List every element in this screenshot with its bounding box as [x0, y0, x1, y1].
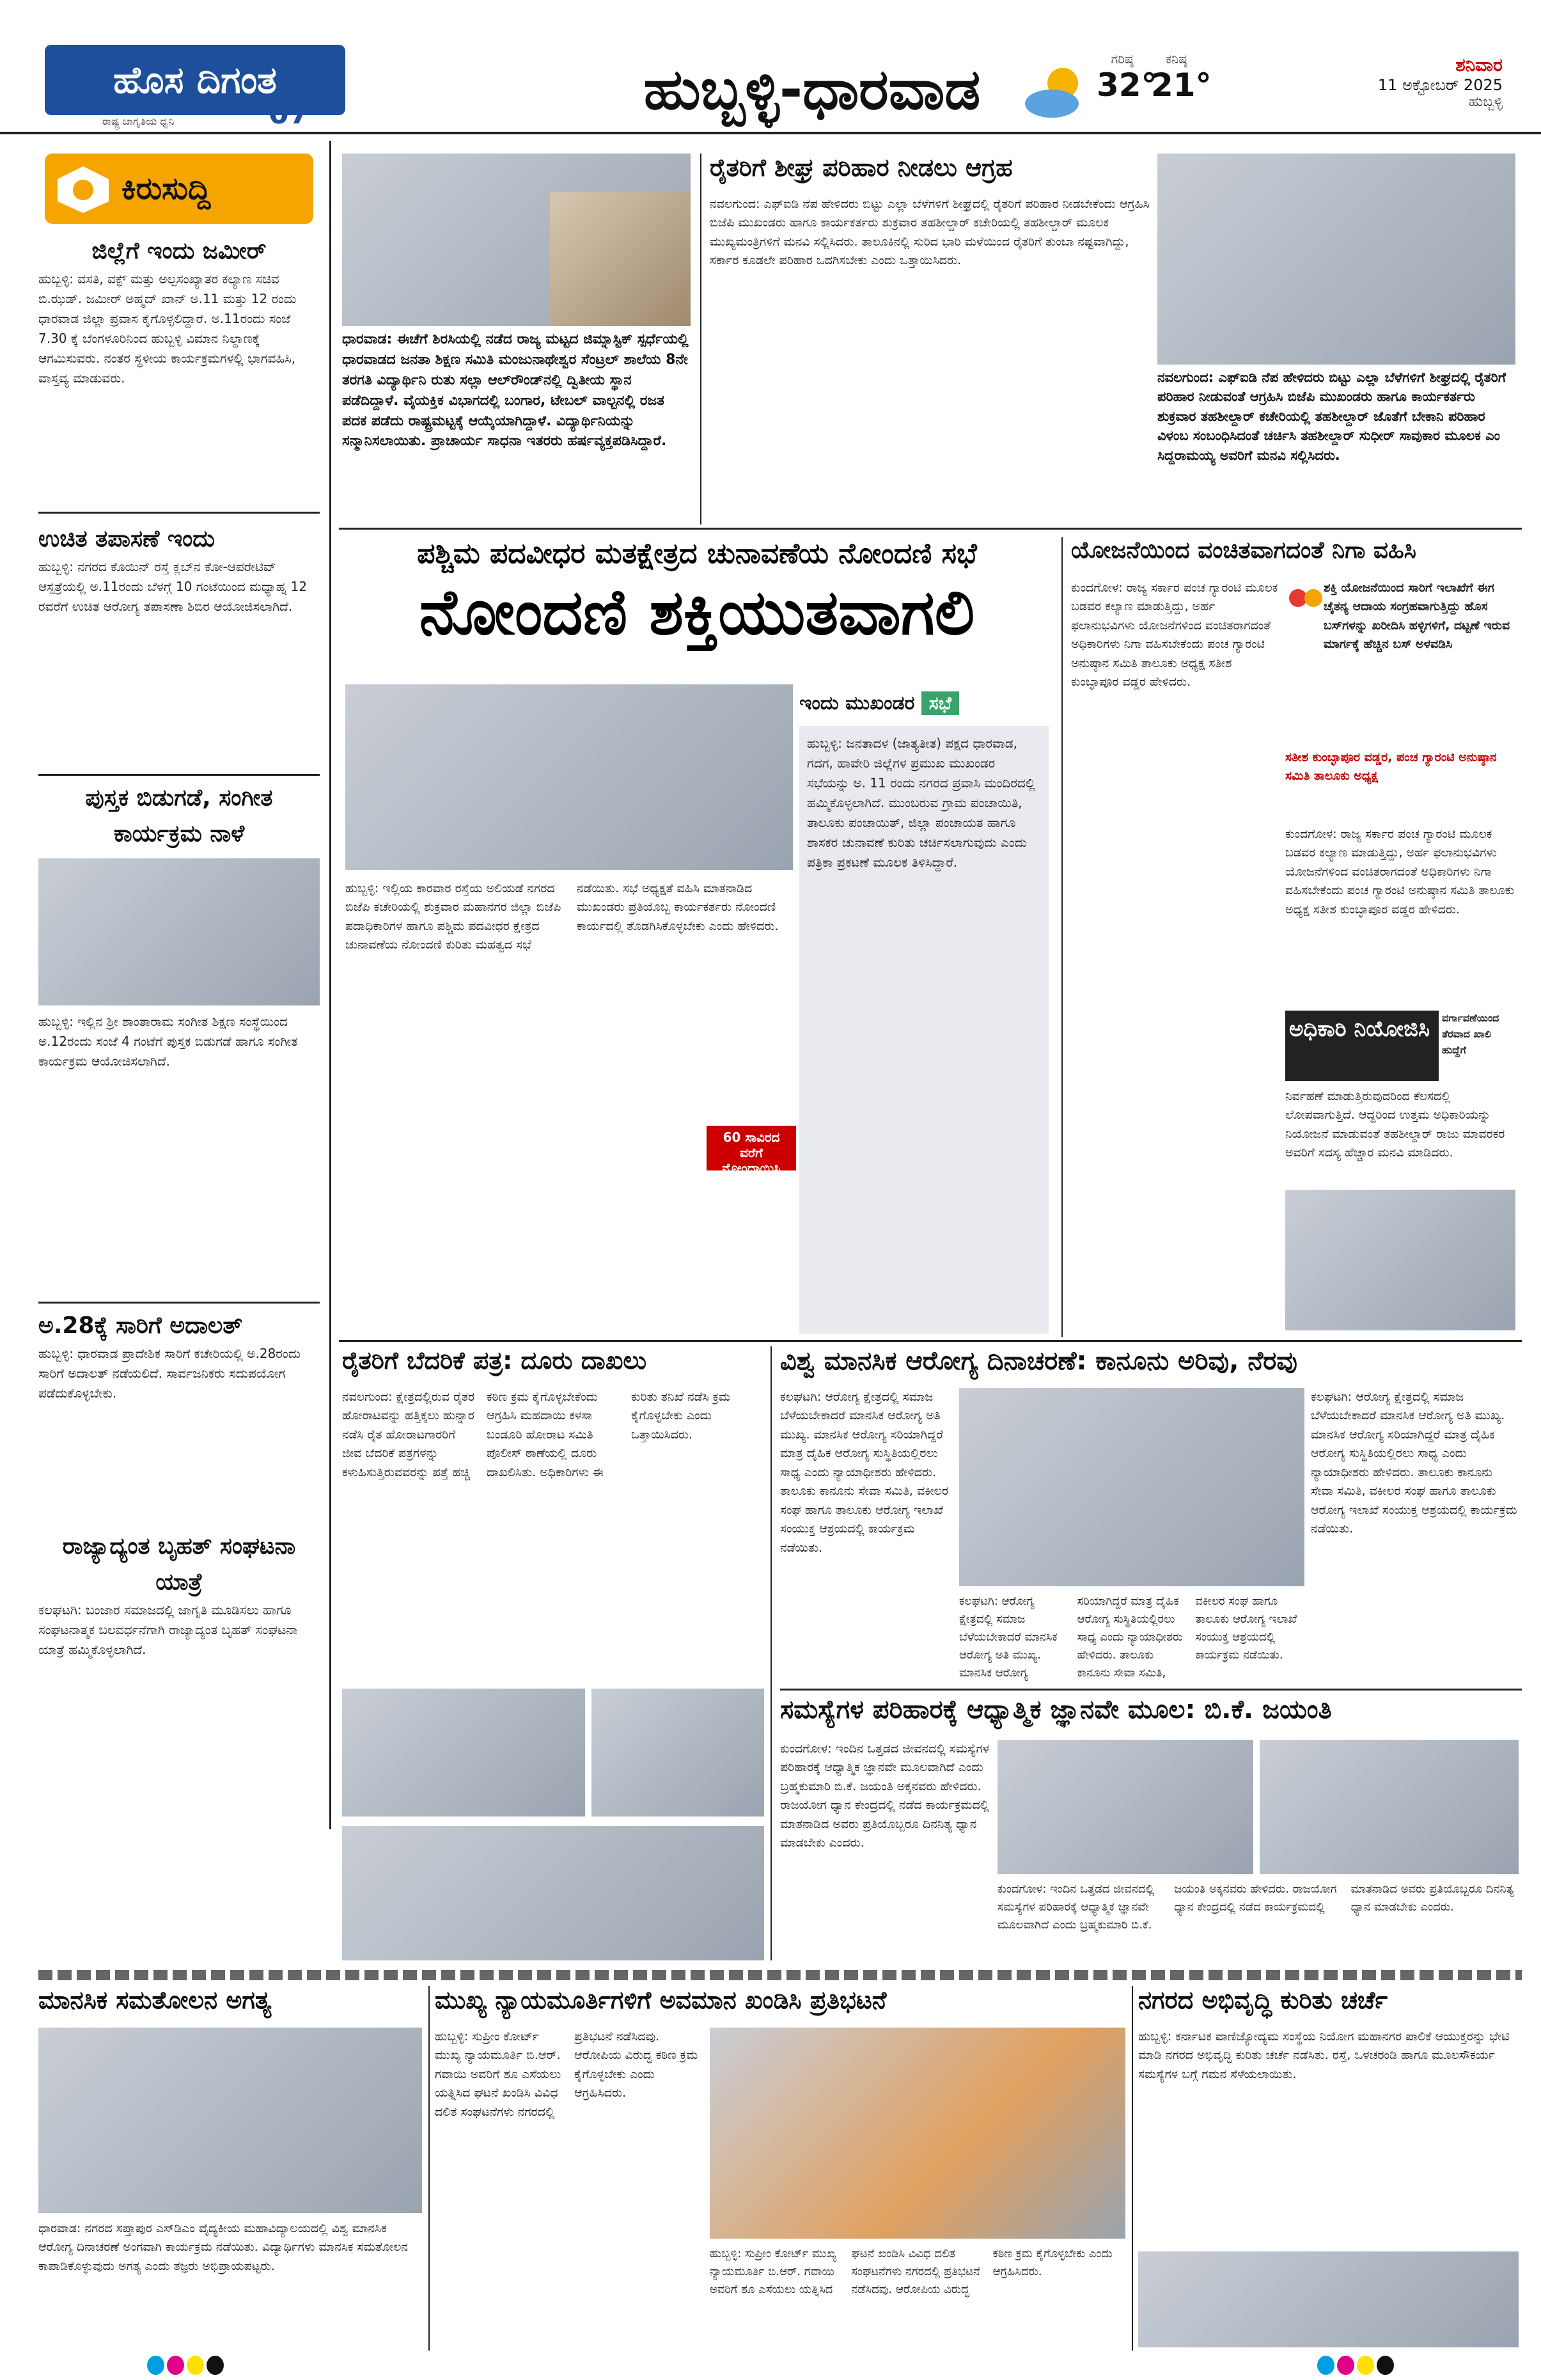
leaders-meeting-body: ಹುಬ್ಬಳ್ಳಿ: ಜನತಾದಳ (ಜಾತ್ಯತೀತ) ಪಕ್ಷದ ಧಾರವಾಡ, ಗದಗ, ಹಾವೇರಿ ಜಿಲ್ಲೆಗಳ ಪ್ರಮುಖ ಮುಖಂಡರ ಸಭೆಯನ್ನು ಅ. 11 ರಂದು ನಗರದ ಪ್ರವಾಸಿ ಮಂದಿರದಲ್ಲಿ ಹಮ್ಮಿಕೊಳ್ಳಲಾಗಿದೆ. ಮುಂಬರುವ ಗ್ರಾಮ ಪಂಚಾಯಿತಿ, ತಾಲೂಕು ಪಂಚಾಯಿತ್, ಜಿಲ್ಲಾ ಪಂಚಾಯತ ಹಾಗೂ ಶಾಸಕರ ಚುನಾವಣೆ ಕುರಿತು ಚರ್ಚಿಸಲಾಗುವುದು ಎಂದು ಪತ್ರಿಕಾ ಪ್ರಕಟಣೆ ಮೂಲಕ ತಿಳಿಸಿದ್ದಾರೆ. [799, 726, 1049, 1334]
official-box-tag: ವರ್ಗಾವಣೆಯಿಂದ ತೆರವಾದ ಖಾಲಿ ಹುದ್ದೆಗೆ [1442, 1012, 1499, 1056]
logo-tagline: ರಾಷ್ಟ್ರ ಜಾಗೃತಿಯ ಧ್ವನಿ [102, 115, 175, 127]
farmers-group-photo [342, 1826, 764, 1960]
farmers-story-body: ನವಲಗುಂದ: ಎಫ್‌ಐಡಿ ನೆಪ ಹೇಳಿದರು ಬಿಟ್ಟು ಎಲ್ಲಾ ಬೆಳೆಗಳಿಗೆ ಶೀಘ್ರದಲ್ಲಿ ರೈತರಿಗೆ ಪರಿಹಾರ ನೀಡಬೇಕೆಂದು ಆಗ್ರಹಿಸಿ ಬಿಜೆಪಿ ಮುಖಂಡರು ಹಾಗೂ ಕಾರ್ಯಕರ್ತರು ಶುಕ್ರವಾರ ತಹಶೀಲ್ದಾರ್ ಕಚೇರಿಯಲ್ಲಿ ತಹಶೀಲ್ದಾರ್ ಮೂಲಕ ಮುಖ್ಯಮಂತ್ರಿಗಳಿಗೆ ಮನವಿ ಸಲ್ಲಿಸಿದರು. ತಾಲೂಕಿನಲ್ಲಿ ಸುರಿದ ಭಾರಿ ಮಳೆಯಿಂದ ರೈತರಿಗೆ ತುಂಬಾ ನಷ್ಟವಾಗಿದ್ದು, ಸರ್ಕಾರ ಕೂಡಲೇ ಪರಿಹಾರ ಒದಗಿಸಬೇಕು ಎಂದು ಒತ್ತಾಯಿಸಿದರು. [710, 197, 1150, 268]
column-rule [770, 1346, 772, 1960]
official-box-body: ನಿರ್ವಹಣೆ ಮಾಡುತ್ತಿರುವುದರಿಂದ ಕೆಲಸದಲ್ಲಿ ಲೋಪವಾಗುತ್ತಿದೆ. ಆದ್ದರಿಂದ ಉತ್ತಮ ಅಧಿಕಾರಿಯನ್ನು ನಿಯೋಜನೆ ಮಾಡುವಂತೆ ತಹಶೀಲ್ದಾರ್ ರಾಜು ಮಾವರಕರ ಅವರಿಗೆ ಸದಸ್ಯ ಹೆಚ್ಚಾರ ಮನವಿ ಮಾಡಿದರು. [1285, 1089, 1505, 1160]
city-development-body: ಹುಬ್ಬಳ್ಳಿ: ಕರ್ನಾಟಕ ವಾಣಿಜ್ಯೋದ್ಯಮ ಸಂಸ್ಥೆಯ ನಿಯೋಗ ಮಹಾನಗರ ಪಾಲಿಕೆ ಆಯುಕ್ತರನ್ನು ಭೇಟಿ ಮಾಡಿ ನಗರದ ಅಭಿವೃದ್ಧಿ ಕುರಿತು ಚರ್ಚೆ ನಡೆಸಿತು. ರಸ್ತೆ, ಒಳಚರಂಡಿ ಹಾಗೂ ಮೂಲಸೌಕರ್ಯ ಸಮಸ್ಯೆಗಳ ಬಗ್ಗೆ ಗಮನ ಸೆಳೆಯಲಾಯಿತು. [1138, 2029, 1510, 2081]
scheme-highlight: ಶಕ್ತಿ ಯೋಜನೆಯಿಂದ ಸಾರಿಗೆ ಇಲಾಖೆಗೆ ಈಗ ಚೈತನ್ಯ ಆದಾಯ ಸಂಗ್ರಹವಾಗುತ್ತಿದ್ದು ಹೊಸ ಬಸ್‌ಗಳನ್ನು ಖರೀದಿಸಿ ಹಳ್ಳಿಗಳಿಗೆ, ದಟ್ಟಣೆ ಇರುವ ಮಾರ್ಗಕ್ಕೆ ಹೆಚ್ಚಿನ ಬಸ್ ಅಳವಡಿಸಿ [1324, 581, 1510, 652]
farmers-group-photo-2 [591, 1689, 764, 1817]
brief-4: ಅ.28ಕ್ಕೆ ಸಾರಿಗೆ ಅದಾಲತ್ ಹುಬ್ಬಳ್ಳಿ: ಧಾರವಾಡ ಪ್ರಾದೇಶಿಕ ಸಾರಿಗೆ ಕಚೇರಿಯಲ್ಲಿ ಅ.28ರಂದು ಸಾರಿಗೆ ಅದಾಲತ್ ನಡೆಯಲಿದೆ. ಸಾರ್ವಜನಿಕರು ಸದುಪಯೋಗ ಪಡೆದುಕೊಳ್ಳಬೇಕು. [38, 1312, 301, 1401]
spiritual-event-photo-2 [1260, 1740, 1519, 1874]
max-temp: ಗರಿಷ್ಠ 32° [1097, 51, 1157, 104]
divider [339, 1340, 1522, 1342]
spiritual-event-photo-1 [997, 1740, 1253, 1874]
hand-icon [54, 163, 112, 214]
column-rule [428, 1986, 430, 2351]
column-rule [700, 154, 701, 524]
scheme-highlight-name: ಸತೀಶ ಕುಂಬ್ಳಾಪೂರ ವಡ್ಡರ, ಪಂಚ ಗ್ಯಾರಂಟಿ ಅನುಷ್ಠಾನ ಸಮಿತಿ ತಾಲೂಕು ಅಧ್ಯಕ್ಷ [1285, 750, 1497, 784]
divider [780, 1689, 1522, 1690]
protest-fire-photo [710, 2028, 1125, 2239]
registration-marks [147, 2356, 224, 2375]
protest-story-title: ಮುಖ್ಯ ನ್ಯಾಯಮೂರ್ತಿಗಳಿಗೆ ಅವಮಾನ ಖಂಡಿಸಿ ಪ್ರತಿಭಟನೆ [435, 1986, 887, 2014]
official-box-title: ಅಧಿಕಾರಿ ನಿಯೋಜಿಸಿ [1285, 1011, 1439, 1081]
farmers-photo-caption: ನವಲಗುಂದ: ಎಫ್‌ಐಡಿ ನೆಪ ಹೇಳಿದರು ಬಿಟ್ಟು ಎಲ್ಲಾ ಬೆಳೆಗಳಿಗೆ ಶೀಘ್ರದಲ್ಲಿ ರೈತರಿಗೆ ಪರಿಹಾರ ನೀಡುವಂತೆ ಆಗ್ರಹಿಸಿ ಬಿಜೆಪಿ ಮುಖಂಡರು ಹಾಗೂ ಕಾರ್ಯಕರ್ತರು ಶುಕ್ರವಾರ ತಹಶೀಲ್ದಾರ್ ಕಚೇರಿಯಲ್ಲಿ ತಹಶೀಲ್ದಾರ್ ಜೊತೆಗೆ ಬೇಕಾನಿ ಪರಿಹಾರ ವಿಳಂಬ ಸಂಬಂಧಿಸಿದಂತೆ ಚರ್ಚಿಸಿ ತಹಶೀಲ್ದಾರ್ ಸುಧೀರ್ ಸಾವುಕಾರ ಮೂಲಕ ಎಂ ಸಿದ್ದರಾಮಯ್ಯ ಅವರಿಗೆ ಮನವಿ ಸಲ್ಲಿಸಿದರು. [1157, 368, 1515, 521]
kiru-suddi-title: ಕಿರುಸುದ್ದಿ [121, 171, 211, 207]
edition-city: ಹುಬ್ಬಳ್ಳಿ-ಧಾರವಾಡ [643, 56, 981, 122]
column-rule [1061, 537, 1063, 1337]
brief-3: ಪುಸ್ತಕ ಬಿಡುಗಡೆ, ಸಂಗೀತ ಕಾರ್ಯಕ್ರಮ ನಾಳೆ ಹುಬ್ಬಳ್ಳಿ: ಇಲ್ಲಿನ ಶ್ರೀ ಶಾಂತಾರಾಮ ಸಂಗೀತ ಶಿಕ್ಷಣ ಸಂಸ್ಥೆಯಿಂದ ಅ.12ರಂದು ಸಂಜೆ 4 ಗಂಟೆಗೆ ಪುಸ್ತಕ ಬಿಡುಗಡೆ ಹಾಗೂ ಸಂಗೀತ ಕಾರ್ಯಕ್ರಮ ಆಯೋಜಿಸಲಾಗಿದೆ. [38, 780, 320, 1298]
registration-marks [1317, 2356, 1394, 2375]
lead-headline: ನೋಂದಣಿ ಶಕ್ತಿಯುತವಾಗಲಿ [419, 576, 975, 649]
spiritual-story-cont: ಕುಂದಗೋಳ: ಇಂದಿನ ಒತ್ತಡದ ಜೀವನದಲ್ಲಿ ಸಮಸ್ಯೆಗಳ ಪರಿಹಾರಕ್ಕೆ ಆಧ್ಯಾತ್ಮಿಕ ಜ್ಞಾನವೇ ಮೂಲವಾಗಿದೆ ಎಂದು ಬ್ರಹ್ಮಕುಮಾರಿ ಬಿ.ಕೆ. ಜಯಂತಿ ಅಕ್ಕನವರು ಹೇಳಿದರು. ರಾಜಯೋಗ ಧ್ಯಾನ ಕೇಂದ್ರದಲ್ಲಿ ನಡೆದ ಕಾರ್ಯಕ್ರಮದಲ್ಲಿ ಮಾತನಾಡಿದ ಅವರು ಪ್ರತಿಯೊಬ್ಬರೂ ದಿನನಿತ್ಯ ಧ್ಯಾನ ಮಾಡಬೇಕು ಎಂದರು. [997, 1882, 1514, 1932]
spiritual-story-title: ಸಮಸ್ಯೆಗಳ ಪರಿಹಾರಕ್ಕೆ ಆಧ್ಯಾತ್ಮಿಕ ಜ್ಞಾನವೇ ಮೂಲ: ಬಿ.ಕೆ. ಜಯಂತಿ [780, 1695, 1332, 1724]
spiritual-story-body: ಕುಂದಗೋಳ: ಇಂದಿನ ಒತ್ತಡದ ಜೀವನದಲ್ಲಿ ಸಮಸ್ಯೆಗಳ ಪರಿಹಾರಕ್ಕೆ ಆಧ್ಯಾತ್ಮಿಕ ಜ್ಞಾನವೇ ಮೂಲವಾಗಿದೆ ಎಂದು ಬ್ರಹ್ಮಕುಮಾರಿ ಬಿ.ಕೆ. ಜಯಂತಿ ಅಕ್ಕನವರು ಹೇಳಿದರು. ರಾಜಯೋಗ ಧ್ಯಾನ ಕೇಂದ್ರದಲ್ಲಿ ನಡೆದ ಕಾರ್ಯಕ್ರಮದಲ್ಲಿ ಮಾತನಾಡಿದ ಅವರು ಪ್ರತಿಯೊಬ್ಬರೂ ದಿನನಿತ್ಯ ಧ್ಯಾನ ಮಾಡಬೇಕು ಎಂದರು. [780, 1742, 990, 1850]
mental-health-day-cont-2: ಕಲಘಟಗಿ: ಆರೋಗ್ಯ ಕ್ಷೇತ್ರದಲ್ಲಿ ಸಮಾಜ ಬೆಳೆಯಬೇಕಾದರೆ ಮಾನಸಿಕ ಆರೋಗ್ಯ ಅತಿ ಮುಖ್ಯ. ಮಾನಸಿಕ ಆರೋಗ್ಯ ಸರಿಯಾಗಿದ್ದರೆ ಮಾತ್ರ ದೈಹಿಕ ಆರೋಗ್ಯ ಸುಸ್ಥಿತಿಯಲ್ಲಿರಲು ಸಾಧ್ಯ ಎಂದು ನ್ಯಾಯಾಧೀಶರು ಹೇಳಿದರು. ತಾಲೂಕು ಕಾನೂನು ಸೇವಾ ಸಮಿತಿ, ವಕೀಲರ ಸಂಘ ಹಾಗೂ ತಾಲೂಕು ಆರೋಗ್ಯ ಇಲಾಖೆ ಸಂಯುಕ್ತ ಆಶ್ರಯದಲ್ಲಿ ಕಾರ್ಯಕ್ರಮ ನಡೆಯಿತು. [959, 1595, 1297, 1680]
divider [339, 528, 1522, 530]
protest-story-cont: ಹುಬ್ಬಳ್ಳಿ: ಸುಪ್ರೀಂ ಕೋರ್ಟ್ ಮುಖ್ಯ ನ್ಯಾಯಮೂರ್ತಿ ಬಿ.ಆರ್. ಗವಾಯಿ ಅವರಿಗೆ ಶೂ ಎಸೆಯಲು ಯತ್ನಿಸಿದ ಘಟನೆ ಖಂಡಿಸಿ ವಿವಿಧ ದಲಿತ ಸಂಘಟನೆಗಳು ನಗರದಲ್ಲಿ ಪ್ರತಿಭಟನೆ ನಡೆಸಿದವು. ಆರೋಪಿಯ ವಿರುದ್ಧ ಕಠಿಣ ಕ್ರಮ ಕೈಗೊಳ್ಳಬೇಕು ಎಂದು ಆಗ್ರಹಿಸಿದರು. [710, 2247, 1113, 2296]
lead-body: ಹುಬ್ಬಳ್ಳಿ: ಇಲ್ಲಿಯ ಕಾರವಾರ ರಸ್ತೆಯ ಅಲಿಯಡೆ ನಗರದ ಬಿಜೆಪಿ ಕಚೇರಿಯಲ್ಲಿ ಶುಕ್ರವಾರ ಮಹಾನಗರ ಜಿಲ್ಲಾ ಬಿಜೆಪಿ ಪದಾಧಿಕಾರಿಗಳ ಹಾಗೂ ಪಶ್ಚಿಮ ಪದವೀಧರ ಕ್ಷೇತ್ರದ ಚುನಾವಣೆಯ ನೋಂದಣಿ ಕುರಿತು ಮಹತ್ವದ ಸಭೆ ನಡೆಯಿತು. ಸಭೆ ಅಧ್ಯಕ್ಷತೆ ವಹಿಸಿ ಮಾತನಾಡಿದ ಮುಖಂಡರು ಪ್ರತಿಯೊಬ್ಬ ಕಾರ್ಯಕರ್ತರು ನೋಂದಣಿ ಕಾರ್ಯದಲ್ಲಿ ತೊಡಗಿಸಿಕೊಳ್ಳಬೇಕು ಎಂದು ಹೇಳಿದರು. [345, 881, 779, 952]
brief-2: ಉಚಿತ ತಪಾಸಣೆ ಇಂದು ಹುಬ್ಬಳ್ಳಿ: ನಗರದ ಕೊಯಿನ್ ರಸ್ತೆ ಕ್ಲಬ್‌ನ ಕೋ-ಆಪರೇಟಿವ್ ಆಸ್ಪತ್ರೆಯಲ್ಲಿ ಅ.11ರಂದು ಬೆಳಗ್ಗೆ 10 ಗಂಟೆಯಿಂದ ಮಧ್ಯಾಹ್ನ 12 ರವರೆಗೆ ಉಚಿತ ಆರೋಗ್ಯ ತಪಾಸಣಾ ಶಿಬಿರ ಆಯೋಜಿಸಲಾಗಿದೆ. [38, 526, 308, 614]
scheme-story-body: ಕುಂದಗೋಳ: ರಾಜ್ಯ ಸರ್ಕಾರ ಪಂಚ ಗ್ಯಾರಂಟಿ ಮೂಲಕ ಬಡವರ ಕಲ್ಯಾಣ ಮಾಡುತ್ತಿದ್ದು, ಅರ್ಹ ಫಲಾನುಭವಿಗಳು ಯೋಜನೆಗಳಿಂದ ವಂಚಿತರಾಗದಂತೆ ಅಧಿಕಾರಿಗಳು ನಿಗಾ ವಹಿಸಬೇಕೆಂದು ಪಂಚ ಗ್ಯಾರಂಟಿ ಅನುಷ್ಠಾನ ಸಮಿತಿ ತಾಲೂಕು ಅಧ್ಯಕ್ಷ ಸತೀಶ ಕುಂಬ್ಳಾಪೂರ ವಡ್ಡರ ಹೇಳಿದರು. [1071, 581, 1278, 690]
brief-5: ರಾಜ್ಯಾದ್ಯಂತ ಬೃಹತ್ ಸಂಘಟನಾ ಯಾತ್ರೆ ಕಲಘಟಗಿ: ಬಂಜಾರ ಸಮಾಜದಲ್ಲಿ ಜಾಗೃತಿ ಮೂಡಿಸಲು ಹಾಗೂ ಸಂಘಟನಾತ್ಮಕ ಬಲವರ್ಧನೆಗಾಗಿ ರಾಜ್ಯಾದ್ಯಂತ ಬೃಹತ್ ಸಂಘಟನಾ ಯಾತ್ರೆ ಹಮ್ಮಿಕೊಳ್ಳಲಾಗಿದೆ. [38, 1533, 298, 1657]
threat-letter-title: ರೈತರಿಗೆ ಬೆದರಿಕೆ ಪತ್ರ: ದೂರು ದಾಖಲು [342, 1346, 647, 1375]
lead-kicker: ಪಶ್ಚಿಮ ಪದವೀಧರ ಮತಕ್ಷೇತ್ರದ ಚುನಾವಣೆಯ ನೋಂದಣಿ ಸಭೆ [417, 537, 977, 570]
gymnastics-caption: ಧಾರವಾಡ: ಈಚೆಗೆ ಶಿರಸಿಯಲ್ಲಿ ನಡೆದ ರಾಜ್ಯ ಮಟ್ಟದ ಜಿಮ್ನಾಸ್ಟಿಕ್ ಸ್ಪರ್ಧೆಯಲ್ಲಿ ಧಾರವಾಡದ ಜನತಾ ಶಿಕ್ಷಣ ಸಮಿತಿ ಮಂಜುನಾಥೇಶ್ವರ ಸೆಂಟ್ರಲ್ ಶಾಲೆಯ 8ನೇ ತರಗತಿ ವಿದ್ಯಾರ್ಥಿನಿ ರುತು ಸಲ್ಲಾ ಆಲ್‌ರೌಂಡ್‌ನಲ್ಲಿ ದ್ವಿತೀಯ ಸ್ಥಾನ ಪಡೆದಿದ್ದಾಳೆ. ವೈಯಕ್ತಿಕ ವಿಭಾಗದಲ್ಲಿ ಬಂಗಾರ, ಟೇಬಲ್ ವಾಲ್ಟನಲ್ಲಿ ರಜತ ಪದಕ ಪಡೆದು ರಾಷ್ಟ್ರಮಟ್ಟಕ್ಕೆ ಆಯ್ಕೆಯಾಗಿದ್ದಾಳೆ. ವಿದ್ಯಾರ್ಥಿನಿಯನ್ನು ಸನ್ಮಾನಿಸಲಾಯಿತು. ಪ್ರಾಚಾರ್ಯ ಸಾಧನಾ ಇತರರು ಹರ್ಷವ್ಯಕ್ತಪಡಿಸಿದ್ದಾರೆ. [342, 329, 691, 521]
music-event-photo [38, 858, 320, 1005]
legal-awareness-photo [959, 1388, 1304, 1586]
farmer-leader-photo [342, 1689, 585, 1817]
column-rule [1132, 1986, 1133, 2351]
farmers-story-title: ರೈತರಿಗೆ ಶೀಘ್ರ ಪರಿಹಾರ ನೀಡಲು ಆಗ್ರಹ [710, 154, 1013, 182]
divider [38, 1302, 320, 1304]
scheme-story-title: ಯೋಜನೆಯಿಂದ ವಂಚಿತವಾಗದಂತೆ ನಿಗಾ ವಹಿಸಿ [1071, 537, 1416, 563]
brief-1: ಜಿಲ್ಲೆಗೆ ಇಂದು ಜಮೀರ್ ಹುಬ್ಬಳ್ಳಿ: ವಸತಿ, ವಕ್ಫ್ ಮತ್ತು ಅಲ್ಪಸಂಖ್ಯಾತರ ಕಲ್ಯಾಣ ಸಚಿವ ಬಿ.ಝಡ್. ಜಮೀರ್ ಅಹ್ಮದ್ ಖಾನ್ ಅ.11 ಮತ್ತು 12 ರಂದು ಧಾರವಾಡ ಜಿಲ್ಲಾ ಪ್ರವಾಸ ಕೈಗೊಳ್ಳಲಿದ್ದಾರೆ. ಅ.11ರಂದು ಸಂಜೆ 7.30 ಕ್ಕೆ ಬೆಂಗಳೂರಿನಿಂದ ಹುಬ್ಬಳ್ಳಿ ವಿಮಾನ ನಿಲ್ದಾಣಕ್ಕೆ ಆಗಮಿಸುವರು. ನಂತರ ಸ್ಥಳೀಯ ಕಾರ್ಯಕ್ರಮಗಳಲ್ಲಿ ಭಾಗವಹಿಸಿ, ವಾಸ್ತವ್ಯ ಮಾಡುವರು. [38, 238, 297, 386]
date-box: ಶನಿವಾರ 11 ಅಕ್ಟೋಬರ್ 2025 ಹುಬ್ಬಳ್ಳಿ [1377, 54, 1503, 110]
threat-letter-body: ನವಲಗುಂದ: ಕ್ಷೇತ್ರದಲ್ಲಿರುವ ರೈತರ ಹೋರಾಟವನ್ನು ಹತ್ತಿಕ್ಕಲು ಹುನ್ನಾರ ನಡೆಸಿ ರೈತ ಹೋರಾಟಗಾರರಿಗೆ ಜೀವ ಬೆದರಿಕೆ ಪತ್ರಗಳನ್ನು ಕಳುಹಿಸುತ್ತಿರುವವರನ್ನು ಪತ್ತೆ ಹಚ್ಚಿ ಕಠಿಣ ಕ್ರಮ ಕೈಗೊಳ್ಳಬೇಕೆಂದು ಆಗ್ರಹಿಸಿ ಮಹದಾಯಿ ಕಳಸಾ ಬಂಡೂರಿ ಹೋರಾಟ ಸಮಿತಿ ಪೊಲೀಸ್ ಠಾಣೆಯಲ್ಲಿ ದೂರು ದಾಖಲಿಸಿತು. ಅಧಿಕಾರಿಗಳು ಈ ಕುರಿತು ತನಿಖೆ ನಡೆಸಿ ಕ್ರಮ ಕೈಗೊಳ್ಳಬೇಕು ಎಂದು ಒತ್ತಾಯಿಸಿದರು. [342, 1390, 731, 1479]
mental-health-day-title: ವಿಶ್ವ ಮಾನಸಿಕ ಆರೋಗ್ಯ ದಿನಾಚರಣೆ: ಕಾನೂನು ಅರಿವು, ನೆರವು [780, 1346, 1297, 1376]
student-photo [550, 192, 691, 326]
meeting-officials-photo [1285, 1190, 1515, 1330]
registration-meeting-photo [345, 684, 793, 870]
page-number: 07 [269, 96, 310, 130]
quote-icon [1285, 579, 1324, 617]
mental-health-day-body: ಕಲಘಟಗಿ: ಆರೋಗ್ಯ ಕ್ಷೇತ್ರದಲ್ಲಿ ಸಮಾಜ ಬೆಳೆಯಬೇಕಾದರೆ ಮಾನಸಿಕ ಆರೋಗ್ಯ ಅತಿ ಮುಖ್ಯ. ಮಾನಸಿಕ ಆರೋಗ್ಯ ಸರಿಯಾಗಿದ್ದರೆ ಮಾತ್ರ ದೈಹಿಕ ಆರೋಗ್ಯ ಸುಸ್ಥಿತಿಯಲ್ಲಿರಲು ಸಾಧ್ಯ ಎಂದು ನ್ಯಾಯಾಧೀಶರು ಹೇಳಿದರು. ತಾಲೂಕು ಕಾನೂನು ಸೇವಾ ಸಮಿತಿ, ವಕೀಲರ ಸಂಘ ಹಾಗೂ ತಾಲೂಕು ಆರೋಗ್ಯ ಇಲಾಖೆ ಸಂಯುಕ್ತ ಆಶ್ರಯದಲ್ಲಿ ಕಾರ್ಯಕ್ರಮ ನಡೆಯಿತು. [780, 1390, 949, 1555]
partly-cloudy-icon [1017, 58, 1093, 128]
registration-inset: 60 ಸಾವಿರದ ವರೆಗೆ ನೋಂದಾಯಿಸಿ [707, 1126, 796, 1170]
leaders-meeting-box-title: ಇಂದು ಮುಖಂಡರ ಸಭೆ [799, 684, 1049, 723]
city-development-title: ನಗರದ ಅಭಿವೃದ್ಧಿ ಕುರಿತು ಚರ್ಚೆ [1138, 1986, 1388, 2014]
mental-balance-photo [38, 2028, 422, 2213]
newspaper-logo: ಹೊಸ ದಿಗಂತ [45, 45, 345, 115]
protest-story-body: ಹುಬ್ಬಳ್ಳಿ: ಸುಪ್ರೀಂ ಕೋರ್ಟ್ ಮುಖ್ಯ ನ್ಯಾಯಮೂರ್ತಿ ಬಿ.ಆರ್. ಗವಾಯಿ ಅವರಿಗೆ ಶೂ ಎಸೆಯಲು ಯತ್ನಿಸಿದ ಘಟನೆ ಖಂಡಿಸಿ ವಿವಿಧ ದಲಿತ ಸಂಘಟನೆಗಳು ನಗರದಲ್ಲಿ ಪ್ರತಿಭಟನೆ ನಡೆಸಿದವು. ಆರೋಪಿಯ ವಿರುದ್ಧ ಕಠಿಣ ಕ್ರಮ ಕೈಗೊಳ್ಳಬೇಕು ಎಂದು ಆಗ್ರಹಿಸಿದರು. [435, 2029, 698, 2119]
farmers-protest-photo [1157, 154, 1515, 365]
divider [38, 774, 320, 776]
scheme-story-cont: ಕುಂದಗೋಳ: ರಾಜ್ಯ ಸರ್ಕಾರ ಪಂಚ ಗ್ಯಾರಂಟಿ ಮೂಲಕ ಬಡವರ ಕಲ್ಯಾಣ ಮಾಡುತ್ತಿದ್ದು, ಅರ್ಹ ಫಲಾನುಭವಿಗಳು ಯೋಜನೆಗಳಿಂದ ವಂಚಿತರಾಗದಂತೆ ಅಧಿಕಾರಿಗಳು ನಿಗಾ ವಹಿಸಬೇಕೆಂದು ಪಂಚ ಗ್ಯಾರಂಟಿ ಅನುಷ್ಠಾನ ಸಮಿತಿ ತಾಲೂಕು ಅಧ್ಯಕ್ಷ ಸತೀಶ ಕುಂಬ್ಳಾಪೂರ ವಡ್ಡರ ಹೇಳಿದರು. [1285, 827, 1515, 917]
divider [38, 512, 320, 514]
mental-balance-body: ಧಾರವಾಡ: ನಗರದ ಸಪ್ತಾಪುರ ಎಸ್‌ಡಿಎಂ ವೈದ್ಯಕೀಯ ಮಹಾವಿದ್ಯಾಲಯದಲ್ಲಿ ವಿಶ್ವ ಮಾನಸಿಕ ಆರೋಗ್ಯ ದಿನಾಚರಣೆ ಅಂಗವಾಗಿ ಕಾರ್ಯಕ್ರಮ ನಡೆಯಿತು. ವಿದ್ಯಾರ್ಥಿಗಳು ಮಾನಸಿಕ ಸಮತೋಲನ ಕಾಪಾಡಿಕೊಳ್ಳುವುದು ಅಗತ್ಯ ಎಂದು ತಜ್ಞರು ಅಭಿಪ್ರಾಯಪಟ್ಟರು. [38, 2221, 408, 2273]
column-rule [329, 141, 331, 1829]
band-divider [38, 1970, 1522, 1980]
mental-health-day-cont: ಕಲಘಟಗಿ: ಆರೋಗ್ಯ ಕ್ಷೇತ್ರದಲ್ಲಿ ಸಮಾಜ ಬೆಳೆಯಬೇಕಾದರೆ ಮಾನಸಿಕ ಆರೋಗ್ಯ ಅತಿ ಮುಖ್ಯ. ಮಾನಸಿಕ ಆರೋಗ್ಯ ಸರಿಯಾಗಿದ್ದರೆ ಮಾತ್ರ ದೈಹಿಕ ಆರೋಗ್ಯ ಸುಸ್ಥಿತಿಯಲ್ಲಿರಲು ಸಾಧ್ಯ ಎಂದು ನ್ಯಾಯಾಧೀಶರು ಹೇಳಿದರು. ತಾಲೂಕು ಕಾನೂನು ಸೇವಾ ಸಮಿತಿ, ವಕೀಲರ ಸಂಘ ಹಾಗೂ ತಾಲೂಕು ಆರೋಗ್ಯ ಇಲಾಖೆ ಸಂಯುಕ್ತ ಆಶ್ರಯದಲ್ಲಿ ಕಾರ್ಯಕ್ರಮ ನಡೆಯಿತು. [1311, 1390, 1517, 1536]
mental-balance-title: ಮಾನಸಿಕ ಸಮತೋಲನ ಅಗತ್ಯ [38, 1986, 272, 2014]
city-development-photo [1138, 2251, 1519, 2347]
min-temp: ಕನಿಷ್ಠ 21° [1151, 51, 1212, 104]
